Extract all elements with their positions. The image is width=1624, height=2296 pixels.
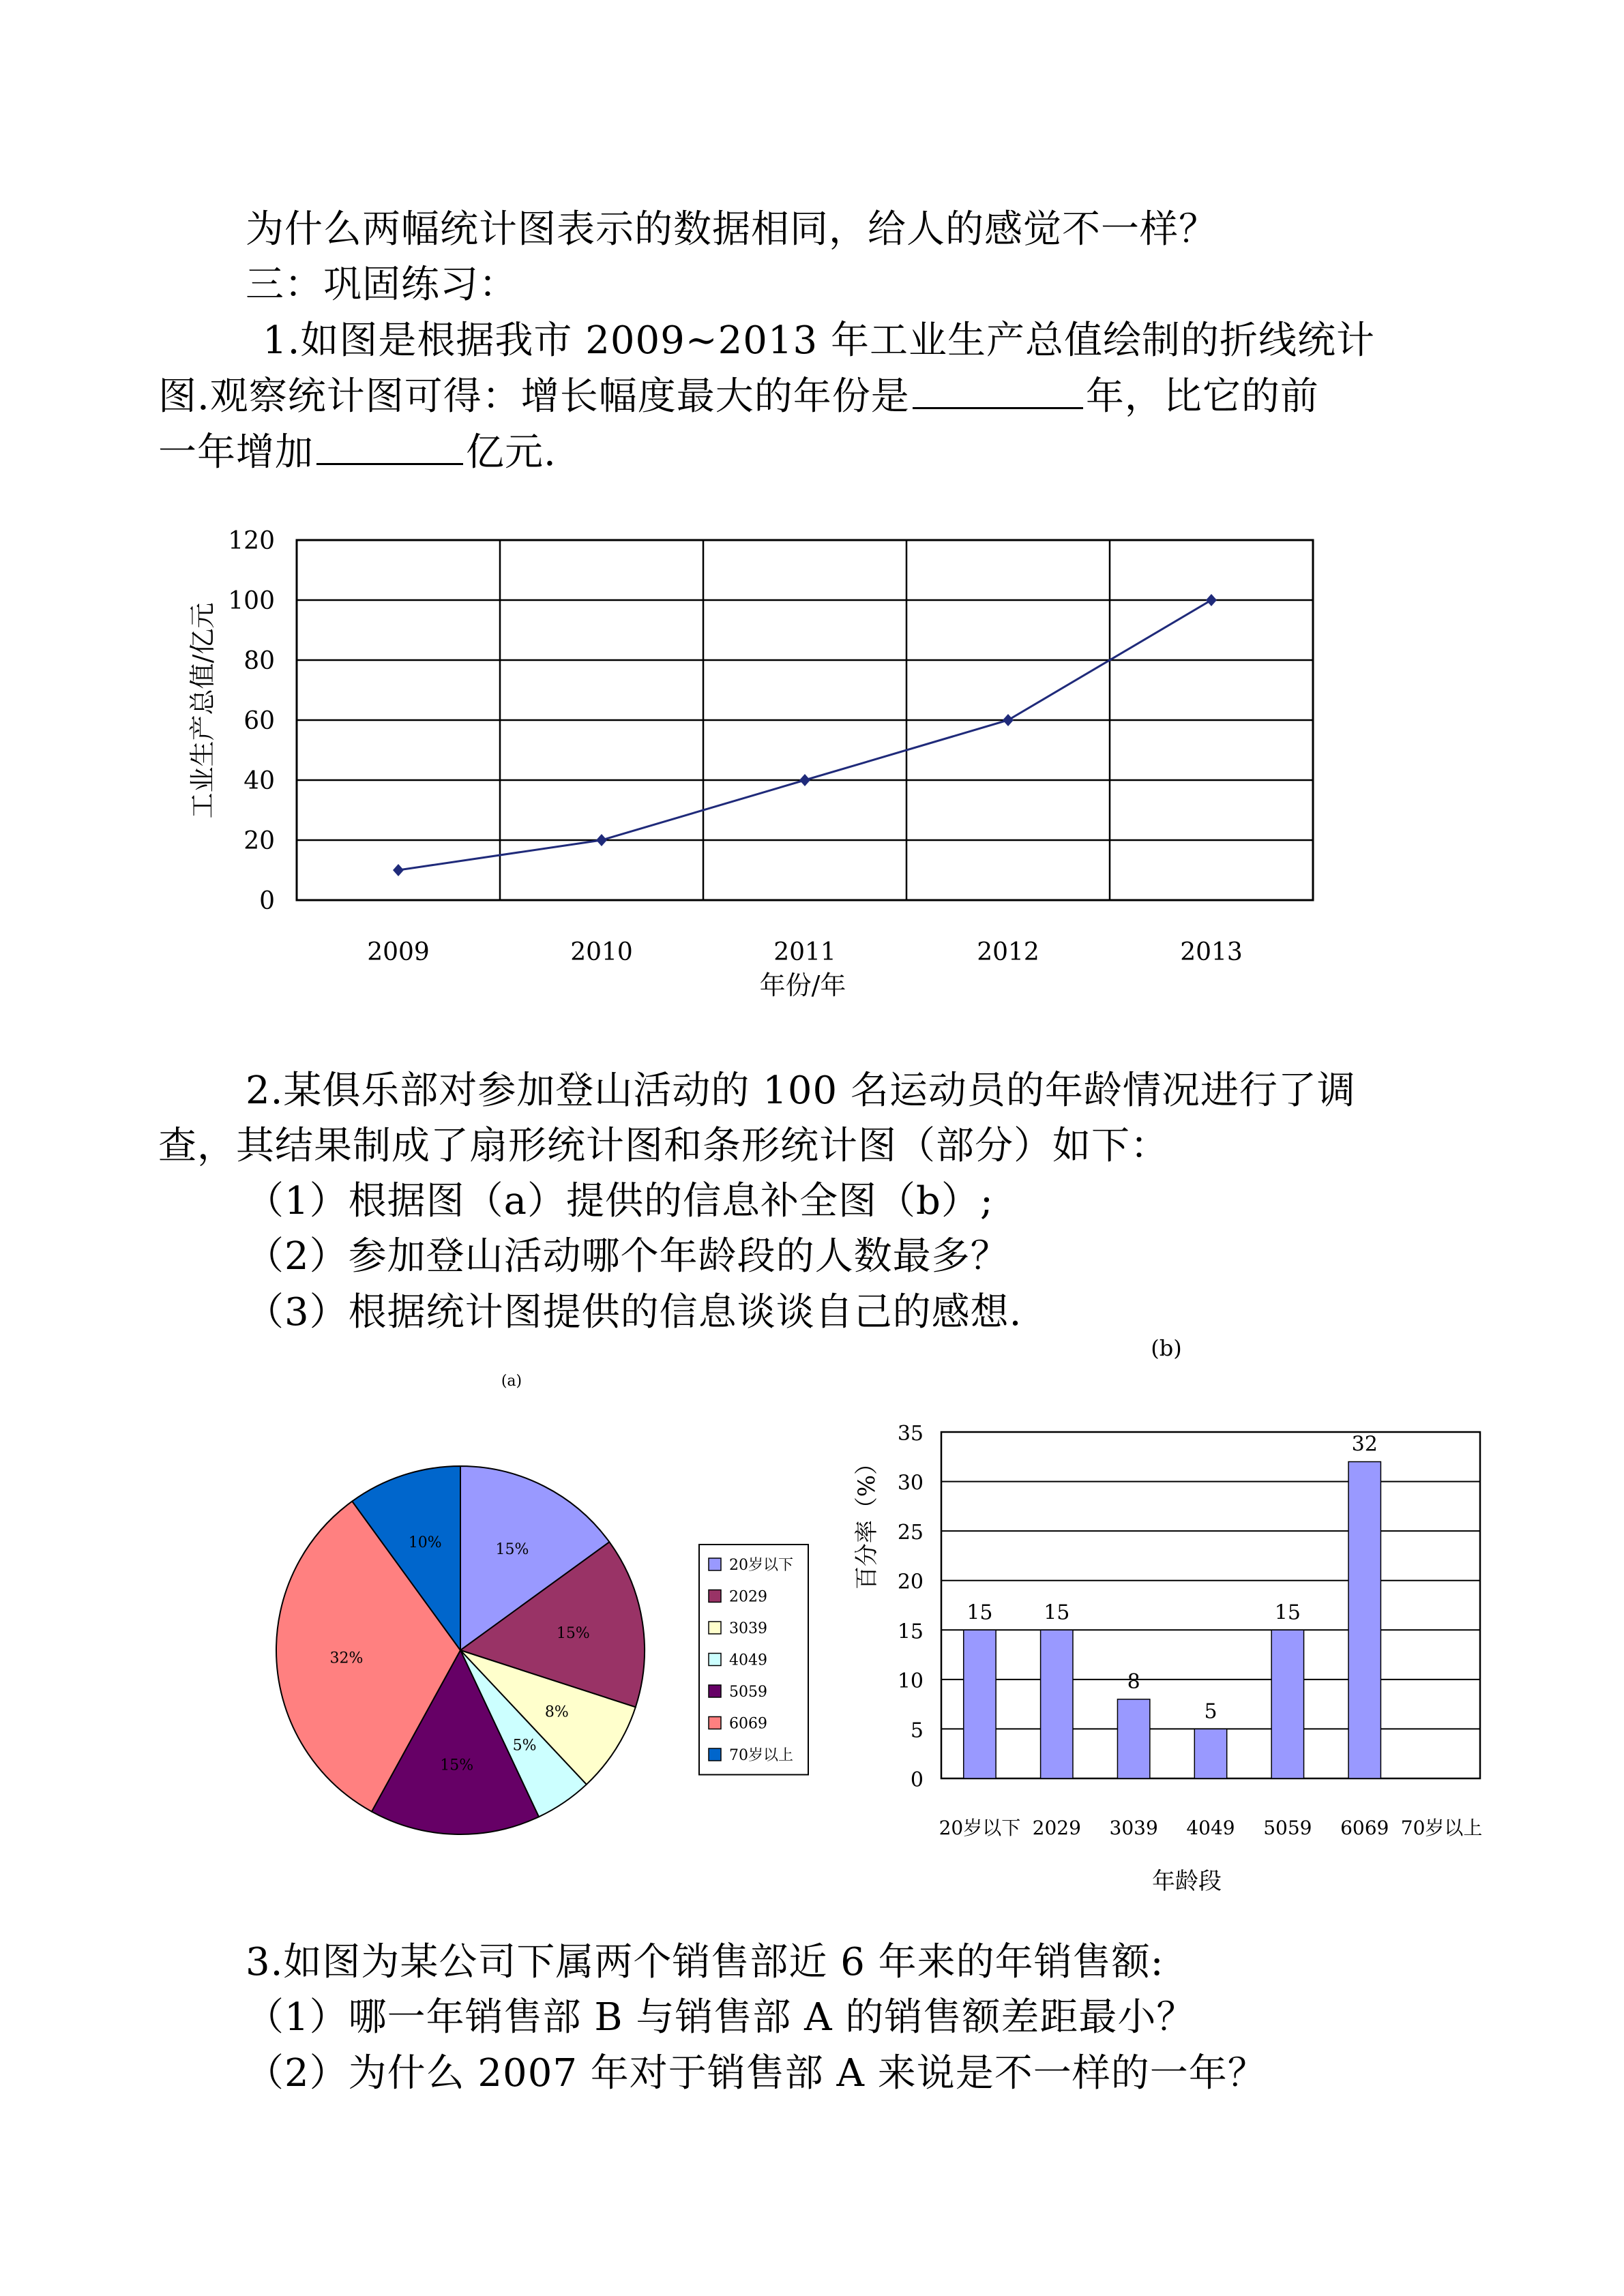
bar-chart-y-label: 百分率（%） [853, 1451, 881, 1590]
bar-chart-value-label: 5 [1204, 1699, 1217, 1724]
bar-chart-y-tick: 30 [897, 1471, 924, 1495]
pie-legend-swatch [709, 1685, 721, 1697]
pie-legend-label: 70岁以上 [729, 1747, 793, 1764]
pie-legend-label: 6069 [729, 1715, 767, 1733]
line-chart-points [393, 594, 1217, 876]
question-1-line-3 [158, 425, 557, 480]
bar-chart-y-tick: 5 [910, 1718, 924, 1743]
bar-chart-x-tick: 20岁以下 [939, 1817, 1021, 1839]
bar-chart-value-label: 15 [1274, 1600, 1301, 1625]
answer-blank-year[interactable] [913, 369, 1083, 409]
pie-legend-swatch [709, 1590, 721, 1602]
line-chart-x-tick: 2011 [773, 938, 836, 966]
bar-chart-value-label: 15 [1044, 1600, 1070, 1625]
bar-chart [846, 1316, 1596, 1903]
line-chart-point [1003, 714, 1014, 726]
text-line-1: 为什么两幅统计图表示的数据相同，给人的感觉不一样？ [246, 207, 1217, 252]
pie-legend-swatch [709, 1717, 721, 1729]
pie-legend [699, 1545, 808, 1775]
line-chart-y-tick: 80 [243, 647, 275, 675]
bar-chart-x-tick: 4049 [1186, 1817, 1235, 1839]
pie-slice-label: 5% [512, 1737, 537, 1755]
bar-chart-bar [1117, 1699, 1149, 1778]
bar-chart-value-label: 15 [966, 1600, 993, 1625]
line-chart-point [1206, 594, 1217, 606]
question-1-text-c: 一年增加 [158, 430, 314, 475]
pie-legend-swatch [709, 1654, 721, 1666]
line-chart-x-tick: 2013 [1180, 938, 1243, 966]
bar-chart-bar [964, 1630, 996, 1778]
line-chart [0, 511, 1624, 1030]
pie-legend-label: 20岁以下 [729, 1557, 793, 1574]
bar-chart-x-ticks [939, 1817, 1483, 1839]
bar-chart-plot-frame [941, 1432, 1480, 1778]
bar-chart-y-tick: 0 [910, 1768, 924, 1792]
pie-legend-swatch [709, 1558, 721, 1570]
bar-chart-bar [1348, 1462, 1381, 1778]
bar-chart-x-tick: 2029 [1032, 1817, 1081, 1839]
pie-legend-label: 4049 [729, 1652, 767, 1669]
bar-chart-bar [1271, 1630, 1303, 1778]
bar-chart-y-tick: 20 [897, 1570, 924, 1594]
bar-chart-x-tick: 6069 [1340, 1817, 1389, 1839]
question-2-item-1: （1）根据图（a）提供的信息补全图（b）; [246, 1179, 994, 1223]
line-chart-y-ticks [228, 527, 275, 915]
bar-chart-value-label: 32 [1351, 1432, 1378, 1457]
bar-chart-bar [1041, 1630, 1073, 1778]
bar-chart-x-tick: 70岁以上 [1400, 1817, 1483, 1839]
bar-chart-x-tick: 3039 [1109, 1817, 1158, 1839]
pie-slice-label: 15% [495, 1540, 529, 1558]
pie-legend-label: 3039 [729, 1620, 767, 1637]
question-2-line-2: 查，其结果制成了扇形统计图和条形统计图（部分）如下： [158, 1124, 1169, 1168]
question-3-line-1: 3.如图为某公司下属两个销售部近 6 年来的年销售额: [246, 1940, 1164, 1984]
line-chart-y-tick: 0 [259, 887, 275, 915]
line-chart-y-tick: 100 [228, 587, 275, 615]
line-chart-x-tick: 2010 [570, 938, 633, 966]
pie-legend-label: 5059 [729, 1684, 767, 1701]
line-chart-y-tick: 20 [243, 827, 275, 855]
pie-chart-title: (a) [501, 1373, 522, 1390]
bar-chart-grid [941, 1432, 1480, 1778]
line-chart-y-label: 工业生产总值/亿元 [188, 602, 218, 819]
bar-chart-x-label: 年龄段 [1152, 1868, 1222, 1895]
question-3-item-2: （2）为什么 2007 年对于销售部 A 来说是不一样的一年？ [246, 2051, 1267, 2096]
pie-legend-swatch [709, 1748, 721, 1761]
pie-legend-swatch [709, 1622, 721, 1634]
line-chart-point [393, 864, 404, 876]
answer-blank-amount[interactable] [316, 425, 463, 465]
question-2-line-1: 2.某俱乐部对参加登山活动的 100 名运动员的年龄情况进行了调 [246, 1069, 1356, 1113]
bar-chart-y-tick: 25 [897, 1521, 924, 1545]
pie-slice-label: 15% [556, 1624, 590, 1642]
question-2-item-2: （2）参加登山活动哪个年龄段的人数最多？ [246, 1234, 1009, 1279]
bar-chart-x-tick: 5059 [1263, 1817, 1312, 1839]
line-chart-x-label: 年份/年 [759, 970, 846, 1000]
line-chart-x-ticks [367, 938, 1243, 966]
question-1-line-2 [158, 369, 1319, 424]
pie-legend-label: 2029 [729, 1588, 767, 1606]
line-chart-x-tick: 2009 [367, 938, 430, 966]
bar-chart-y-tick: 35 [897, 1422, 924, 1446]
question-1-text-d: 亿元. [466, 430, 557, 475]
section-heading: 三：巩固练习： [246, 263, 518, 307]
question-1-text-a: 图.观察统计图可得：增长幅度最大的年份是 [158, 374, 910, 419]
line-chart-point [799, 774, 810, 786]
line-chart-grid [297, 540, 1313, 900]
bar-chart-title: (b) [1151, 1335, 1182, 1361]
line-chart-y-tick: 60 [243, 707, 275, 735]
question-2-item-3: （3）根据统计图提供的信息谈谈自己的感想. [246, 1290, 1022, 1335]
question-1-line-1: 1.如图是根据我市 2009~2013 年工业生产总值绘制的折线统计 [263, 318, 1375, 363]
bar-chart-y-tick: 10 [897, 1669, 924, 1693]
bar-chart-y-tick: 15 [897, 1620, 924, 1644]
question-3-item-1: （1）哪一年销售部 B 与销售部 A 的销售额差距最小？ [246, 1995, 1196, 2040]
bar-chart-value-label: 8 [1127, 1669, 1140, 1694]
line-chart-point [596, 834, 607, 846]
bar-chart-bar [1194, 1729, 1226, 1778]
line-chart-y-tick: 40 [243, 767, 275, 795]
bar-chart-y-ticks [898, 1422, 924, 1792]
pie-slice-label: 10% [408, 1534, 442, 1551]
line-chart-y-tick: 120 [228, 527, 275, 555]
question-1-text-b: 年，比它的前 [1085, 374, 1319, 419]
line-chart-x-tick: 2012 [977, 938, 1039, 966]
pie-slice-label: 8% [544, 1703, 569, 1721]
pie-slice-label: 15% [440, 1757, 474, 1774]
bar-chart-bars [964, 1462, 1381, 1778]
line-chart-series [398, 600, 1211, 870]
pie-slice-label: 32% [329, 1650, 364, 1667]
